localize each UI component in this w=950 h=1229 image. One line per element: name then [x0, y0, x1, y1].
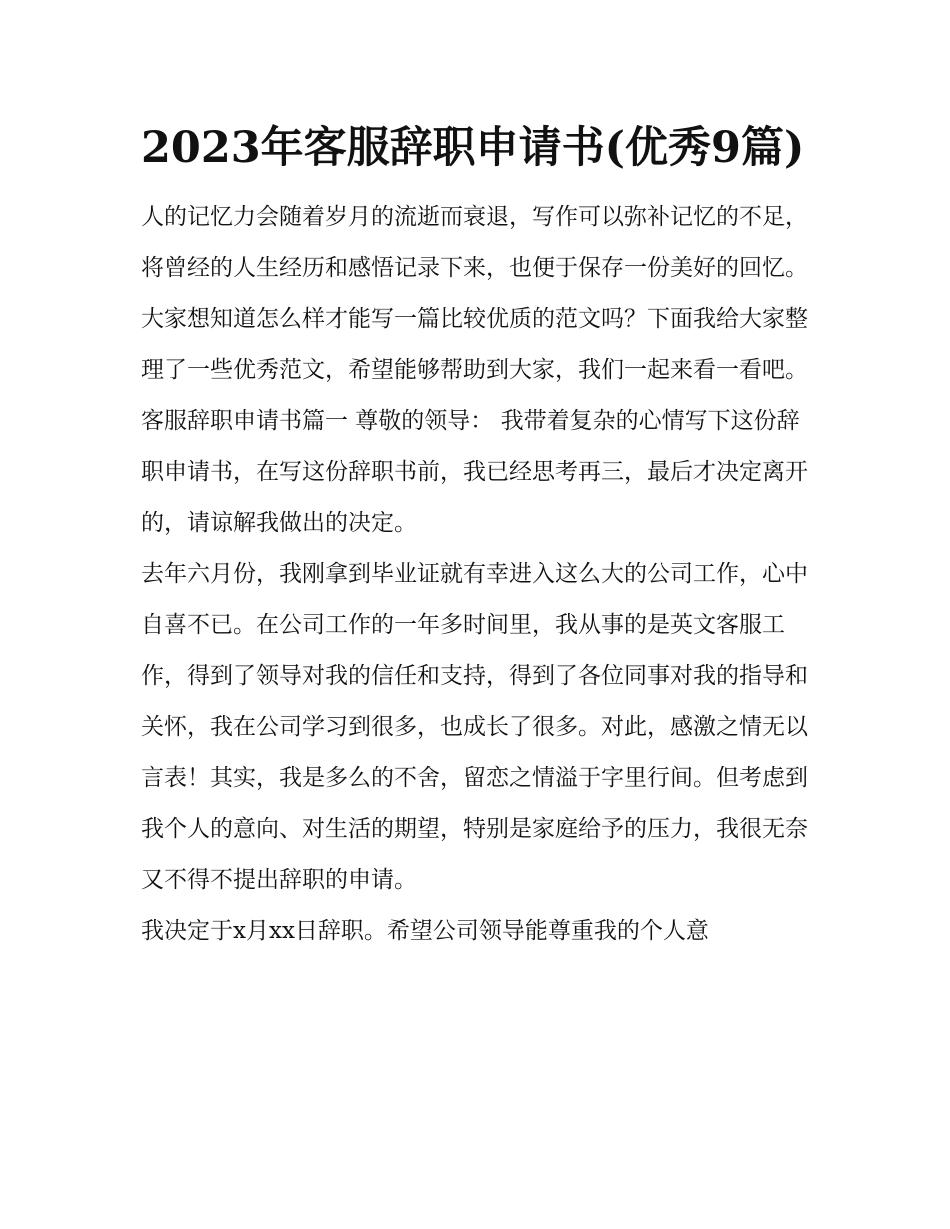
paragraph-work-experience: 去年六月份，我刚拿到毕业证就有幸进入这么大的公司工作，心中自喜不已。在公司工作的一年多时间里，我从事的是英文客服工作，得到了领导对我的信任和支持，得到了各位同事对我的指导和关怀，我在公司学习到很多，也成长了很多。对此，感激之情无以言表！其实，我是多么的不舍，留恋之情溢于字里行间。但考虑到我个人的意向、对生活的期望，特别是家庭给予的压力，我很无奈又不得不提出辞职的申请。 [141, 561, 808, 893]
document-content [141, 118, 815, 957]
paragraph-letter-opening: 客服辞职申请书篇一 尊敬的领导： 我带着复杂的心情写下这份辞职申请书，在写这份辞职书前，我已经思考再三，最后才决定离开的，请谅解我做出的决定。 [141, 408, 808, 536]
paragraph-resignation-date: 我决定于x月xx日辞职。希望公司领导能尊重我的个人意 [141, 918, 709, 944]
paragraph-intro: 人的记忆力会随着岁月的流逝而衰退，写作可以弥补记忆的不足，将曾经的人生经历和感悟记录下来，也便于保存一份美好的回忆。大家想知道怎么样才能写一篇比较优质的范文吗？下面我给大家整理了一些优秀范文，希望能够帮助到大家，我们一起来看一看吧。 [141, 204, 808, 383]
document-title: 2023年客服辞职申请书(优秀9篇) [141, 123, 805, 173]
